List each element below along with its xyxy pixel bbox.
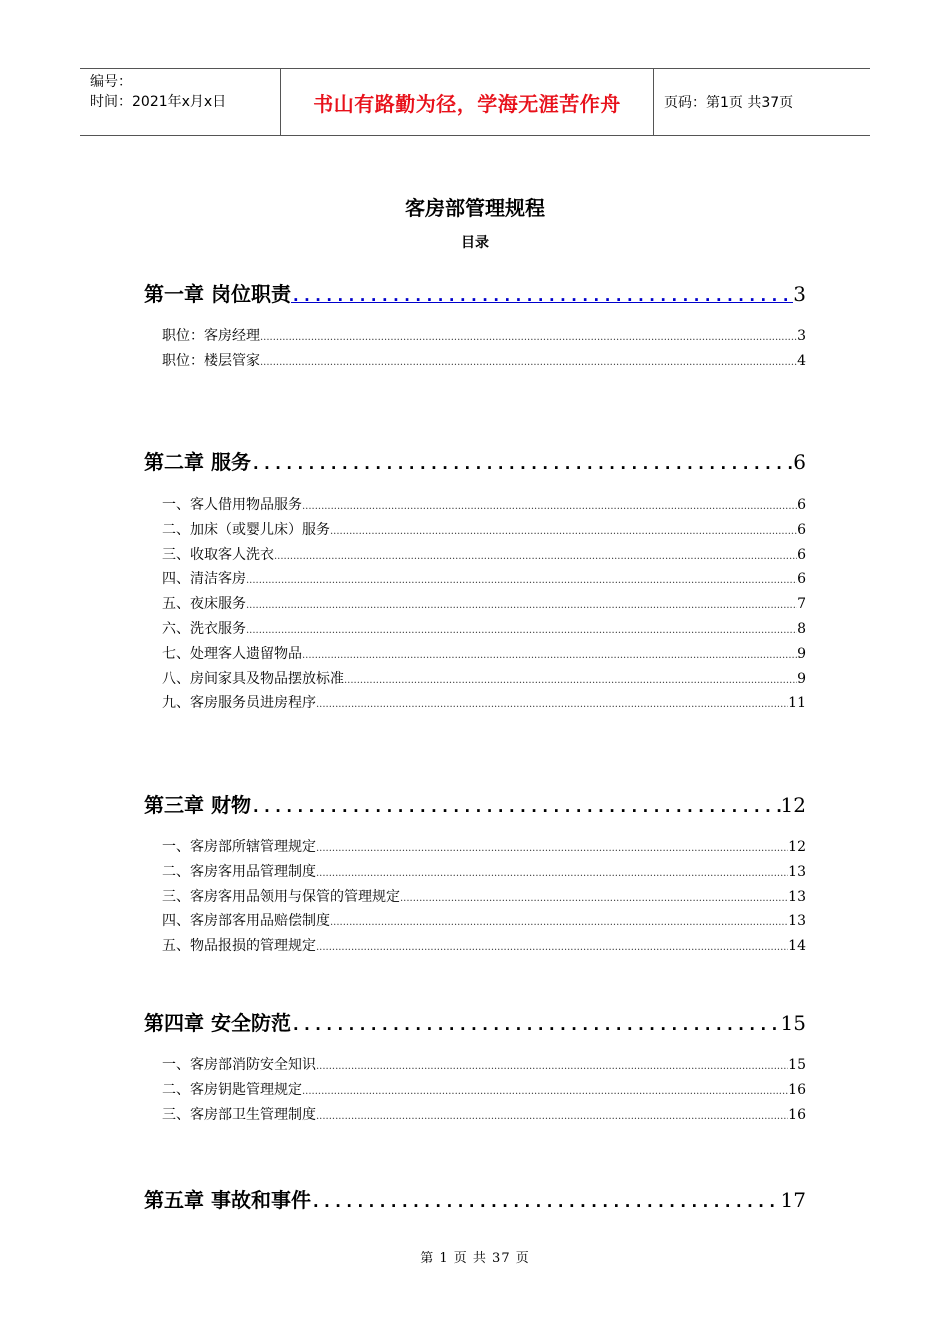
toc-leader-dots [246, 625, 797, 636]
toc-section-label: 六、洗衣服务 [162, 621, 246, 637]
toc-section-row[interactable] [162, 519, 806, 539]
toc-chapter-label: 第三章 财物 [144, 793, 251, 817]
toc-section-row[interactable] [162, 643, 806, 663]
toc-chapter-row[interactable] [144, 446, 806, 475]
toc-leader-dots [302, 1086, 788, 1097]
toc-section-row[interactable] [162, 325, 806, 345]
toc-chapter-row[interactable] [144, 278, 806, 307]
toc-chapter-row[interactable] [144, 1184, 806, 1213]
toc-section-label: 九、客房服务员进房程序 [162, 695, 316, 712]
toc-section-row[interactable] [162, 861, 806, 881]
toc-section-row[interactable] [162, 350, 806, 370]
toc-chapter-label: 第五章 事故和事件 [144, 1188, 311, 1212]
toc-section-page: 13 [788, 913, 806, 930]
header-number-label: 编号： [90, 74, 132, 90]
toc-section-page: 4 [797, 352, 806, 369]
toc-section-page: 16 [788, 1081, 806, 1098]
toc-leader-dots [302, 501, 797, 512]
toc-section-label: 五、夜床服务 [162, 596, 246, 613]
toc-section-row[interactable] [162, 886, 806, 906]
toc-section-label: 一、客房部消防安全知识 [162, 1057, 316, 1073]
toc-heading: 目录 [461, 235, 489, 251]
toc-section-page: 15 [788, 1057, 806, 1073]
header-time-label: 时间：2021年x月x日 [90, 94, 227, 110]
toc-leader-dots [251, 454, 793, 473]
toc-section-page: 13 [788, 863, 806, 880]
toc-leader-dots [291, 1015, 781, 1034]
toc-section-page: 8 [797, 621, 806, 637]
toc-leader-dots [316, 699, 788, 710]
toc-chapter-page: 3 [793, 282, 806, 306]
toc-chapter-label: 第二章 服务 [144, 450, 251, 474]
toc-section-label: 四、客房部客用品赔偿制度 [162, 913, 330, 930]
toc-leader-dots [311, 1192, 781, 1211]
toc-leader-dots [246, 575, 797, 586]
toc-leader-dots [400, 893, 788, 904]
toc-section-label: 三、客房客用品领用与保管的管理规定 [162, 888, 400, 905]
toc-section-row[interactable] [162, 910, 806, 930]
toc-section-label: 职位：客房经理 [162, 328, 260, 344]
toc-leader-dots [302, 650, 797, 661]
toc-leader-dots [316, 868, 788, 879]
toc-section-label: 五、物品报损的管理规定 [162, 938, 316, 955]
toc-chapter-row[interactable] [144, 789, 806, 818]
toc-section-page: 7 [797, 596, 806, 613]
toc-section-page: 6 [797, 521, 806, 538]
toc-section-row[interactable] [162, 618, 806, 638]
page-header [80, 68, 870, 136]
toc-section-row[interactable] [162, 593, 806, 613]
toc-section-row[interactable] [162, 935, 806, 955]
toc-section-label: 一、客房部所辖管理规定 [162, 839, 316, 855]
toc-leader-dots [260, 332, 797, 343]
toc-leader-dots [316, 1111, 788, 1122]
toc-leader-dots [291, 286, 793, 305]
toc-section-page: 16 [788, 1106, 806, 1123]
page-footer: 第 1 页 共 37 页 [420, 1251, 530, 1266]
toc-section-row[interactable] [162, 668, 806, 688]
toc-leader-dots [274, 551, 797, 562]
toc-section-row[interactable] [162, 1079, 806, 1099]
toc-section-row[interactable] [162, 568, 806, 588]
toc-section-page: 3 [797, 328, 806, 344]
toc-leader-dots [316, 942, 788, 953]
toc-section-label: 职位：楼层管家 [162, 352, 260, 369]
toc-chapter-page: 6 [793, 450, 806, 474]
toc-section-row[interactable] [162, 494, 806, 514]
toc-leader-dots [246, 600, 797, 611]
toc-section-page: 6 [797, 571, 806, 588]
toc-section-label: 七、处理客人遗留物品 [162, 645, 302, 662]
toc-section-page: 14 [788, 938, 806, 955]
toc-leader-dots [330, 917, 788, 928]
toc-section-label: 二、客房客用品管理制度 [162, 863, 316, 880]
toc-section-label: 八、房间家具及物品摆放标准 [162, 670, 344, 687]
toc-chapter-label: 第四章 安全防范 [144, 1011, 291, 1035]
toc-section-page: 9 [797, 670, 806, 687]
toc-section-row[interactable] [162, 544, 806, 564]
toc-leader-dots [330, 526, 797, 537]
header-meta [80, 69, 281, 135]
toc-leader-dots [316, 843, 788, 854]
toc-section-page: 9 [797, 645, 806, 662]
toc-section-page: 11 [788, 695, 806, 712]
toc-section-label: 四、清洁客房 [162, 571, 246, 588]
document-title: 客房部管理规程 [405, 196, 545, 220]
toc-section-page: 6 [797, 546, 806, 563]
toc-section-label: 二、加床（或婴儿床）服务 [162, 521, 330, 538]
toc-section-row[interactable] [162, 836, 806, 856]
toc-leader-dots [251, 797, 781, 816]
toc-chapter-page: 15 [780, 1011, 806, 1035]
toc-section-row[interactable] [162, 1104, 806, 1124]
toc-section-label: 三、客房部卫生管理制度 [162, 1106, 316, 1123]
toc-leader-dots [260, 357, 797, 368]
toc-section-row[interactable] [162, 1054, 806, 1074]
toc-section-row[interactable] [162, 692, 806, 712]
toc-section-page: 12 [788, 839, 806, 855]
toc-section-label: 二、客房钥匙管理规定 [162, 1081, 302, 1098]
toc-chapter-label: 第一章 岗位职责 [144, 282, 291, 306]
toc-section-page: 6 [797, 497, 806, 513]
header-page-info: 页码：第1页 共37页 [664, 95, 794, 111]
header-motto: 书山有路勤为径，学海无涯苦作舟 [281, 69, 654, 135]
toc-chapter-page: 12 [780, 793, 806, 817]
toc-chapter-row[interactable] [144, 1007, 806, 1036]
toc-section-label: 一、客人借用物品服务 [162, 497, 302, 513]
toc-chapter-page: 17 [780, 1188, 806, 1212]
toc-leader-dots [344, 675, 797, 686]
toc-leader-dots [316, 1061, 788, 1072]
toc-section-label: 三、收取客人洗衣 [162, 546, 274, 563]
toc-section-page: 13 [788, 888, 806, 905]
